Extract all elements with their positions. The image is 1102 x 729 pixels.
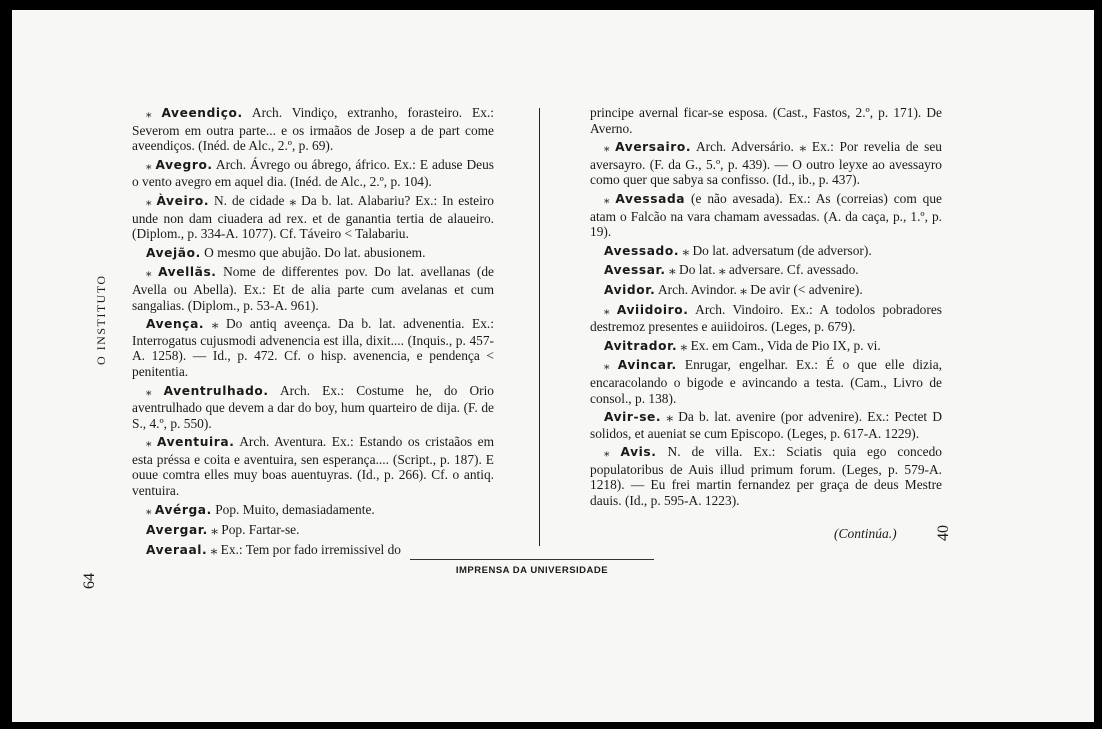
asterisk-mark: ⁎: [146, 437, 152, 450]
page-number-left: 64: [81, 573, 98, 589]
dictionary-entry: [590, 338, 942, 355]
dictionary-entry: [132, 522, 494, 539]
entry-text: Pop. Muito, demasiadamente.: [215, 501, 375, 517]
dictionary-entry: [132, 434, 494, 498]
entry-text: (e não avesada). Ex.: As (correias) com que atam o Falcão na vara chamam avessadas. (A. da caça, p., 1.º, p. 19).: [590, 190, 942, 240]
dictionary-entry: [132, 157, 494, 190]
dictionary-entry: [132, 316, 494, 379]
entry-text: Arch. Ávrego ou ábrego, áfrico. Ex.: E aduse Deus o vento avegro em aquel dia. (Inéd. de Alc., 2.º, p. 104).: [132, 156, 494, 190]
entry-headword: Avincar.: [617, 358, 677, 373]
entry-text: Arch. Avindor. ⁎ De avir (< advenire).: [657, 281, 863, 297]
entry-headword: Avença.: [146, 317, 205, 332]
dictionary-entry: [590, 302, 942, 335]
asterisk-mark: ⁎: [146, 159, 152, 172]
dictionary-entry: [132, 105, 494, 154]
entry-text: Nome de differentes pov. Do lat. avellanas (de Avella ou Abella). Ex.: Et de alia parte cum avelanas et cum sangalias. (Diplom., p. 53-A. 961).: [132, 264, 494, 313]
entry-headword: Avessar.: [604, 263, 666, 278]
entry-text: Arch. Vindiço, extranho, forasteiro. Ex.: Severom em outra parte... e os irmaãos de Josep a de part come aveendiços. (Inéd. de Alc., 2.º, p. 69).: [132, 105, 494, 154]
dictionary-entry: [132, 264, 494, 313]
entry-text: Enrugar, engelhar. Ex.: É o que elle dizia, encaracolando o bigode e avincando a testa. (Cam., Livro de consol., p. 138).: [590, 357, 942, 406]
dictionary-entry: [590, 191, 942, 240]
entry-headword: Aviidoiro.: [616, 302, 689, 317]
dictionary-entry: [132, 502, 494, 520]
entry-text: ⁎ Pop. Fartar-se.: [211, 522, 300, 538]
asterisk-mark: ⁎: [604, 193, 610, 206]
continua-note: (Continúa.): [834, 526, 897, 541]
dictionary-entry: [590, 357, 942, 406]
entry-headword: Avir-se.: [604, 410, 662, 425]
dictionary-entry: [590, 262, 942, 279]
entry-headword: Àveiro.: [156, 193, 210, 208]
entry-text: Arch. Adversário. ⁎ Ex.: Por revelia de seu aversayro. (F. da G., 5.º, p. 439). — O outro leyxe ao avessayro como quer que sabya sa confisso. (Id., ib., p. 437).: [590, 139, 943, 188]
dictionary-entry: [590, 139, 942, 188]
entry-headword: Aveendiço.: [161, 106, 243, 120]
dictionary-entry: [132, 542, 494, 559]
column-divider: [539, 108, 540, 546]
dictionary-entry: [590, 243, 942, 260]
entry-headword: Averaal.: [146, 542, 208, 557]
asterisk-mark: ⁎: [604, 304, 610, 317]
dictionary-entry: [590, 409, 942, 441]
asterisk-mark: ⁎: [146, 195, 152, 208]
side-title: O INSTITUTO: [94, 274, 108, 365]
entry-text: principe avernal ficar-se esposa. (Cast., Fastos, 2.º, p. 171). De Averno.: [590, 105, 942, 136]
entry-text: Arch. Aventura. Ex.: Estando os cristaãos em esta préssa e coita e aventuira, sen esperança.... (Script., p. 187). E ouue comtra elles muy boas auentuyras. (Id., p. 266). Cf. o antiq. ventuira.: [132, 434, 494, 499]
entry-text: ⁎ Do antiq aveença. Da b. lat. advenentia. Ex.: Interrogatus cujusmodi advenencia est illa, dixit.... (Inquis., p. 457-A. 1258). — Id., p. 472. Cf. o hisp. avenencia, e pendença < penitentia.: [132, 316, 494, 379]
asterisk-mark: ⁎: [146, 108, 152, 120]
entry-headword: Aventuira.: [157, 435, 235, 450]
asterisk-mark: ⁎: [604, 142, 610, 155]
dictionary-entry: [132, 245, 494, 262]
entry-text: ⁎ Do lat. ⁎ adversare. Cf. avessado.: [669, 262, 859, 278]
left-column: [132, 105, 494, 561]
asterisk-mark: ⁎: [146, 385, 152, 398]
footer-imprint: IMPRENSA DA UNIVERSIDADE: [455, 565, 609, 576]
entry-headword: Avidor.: [604, 282, 656, 297]
dictionary-entry: [132, 193, 494, 242]
entry-text: ⁎ Da b. lat. avenire (por advenire). Ex.: Pectet D solidos, et aueniat se cum Episcopo. (Leges, p. 617-A. 1229).: [590, 409, 942, 441]
entry-headword: Avejão.: [146, 245, 201, 260]
entry-text: Arch. Ex.: Costume he, do Orio aventrulhado que devem a dar do boy, hum quarteiro de dija. (F. de S., 4.º, p. 550).: [132, 382, 494, 431]
entry-headword: Aversairo.: [615, 140, 692, 155]
entry-headword: Avegro.: [155, 157, 213, 172]
entry-headword: Avitrador.: [604, 338, 678, 353]
entry-text: N. de cidade ⁎ Da b. lat. Alabariu? Ex.: In esteiro unde non dam ciuadera ad rex. et de ganantia tertia de alaueiro. (Diplom., p. 334-A. 1077). Cf. Táveiro < Talabariu.: [132, 192, 494, 242]
entry-headword: Avérga.: [154, 502, 212, 517]
dictionary-entry: [132, 383, 494, 432]
entry-headword: Avergar.: [146, 523, 208, 538]
right-column: [590, 105, 942, 512]
entry-text: O mesmo que abujão. Do lat. abusionem.: [204, 244, 426, 260]
entry-text: ⁎ Ex.: Tem por fado irremissivel do: [210, 541, 401, 557]
asterisk-mark: ⁎: [604, 447, 610, 460]
entry-headword: Aventrulhado.: [163, 383, 269, 398]
entry-headword: Avis.: [620, 445, 657, 460]
entry-headword: Avessada: [615, 191, 686, 206]
entry-headword: Avellãs.: [158, 265, 217, 280]
dictionary-entry: [590, 105, 942, 136]
asterisk-mark: ⁎: [146, 504, 152, 517]
asterisk-mark: ⁎: [146, 267, 152, 280]
entry-text: ⁎ Do lat. adversatum (de adversor).: [682, 242, 872, 258]
asterisk-mark: ⁎: [604, 360, 610, 373]
entry-text: N. de villa. Ex.: Sciatis quia ego concedo populatoribus de Auis illud primum forum. (Leges, p. 579-A. 1218). — Eu frei martin fernandez per graça de deus Mestre dauis. (Id., p. 595-A. 1223).: [590, 444, 943, 509]
entry-text: ⁎ Ex. em Cam., Vida de Pio IX, p. vi.: [680, 337, 881, 353]
dictionary-entry: [590, 282, 942, 299]
page-number-right: 40: [935, 525, 952, 541]
book-spread: [12, 10, 1094, 722]
dictionary-entry: [590, 444, 942, 508]
entry-headword: Avessado.: [604, 243, 680, 258]
entry-text: Arch. Vindoiro. Ex.: A todolos pobradores destremoz presentes e auiidoiros. (Leges, p. 679).: [590, 301, 942, 335]
footer-rule: [410, 559, 654, 560]
